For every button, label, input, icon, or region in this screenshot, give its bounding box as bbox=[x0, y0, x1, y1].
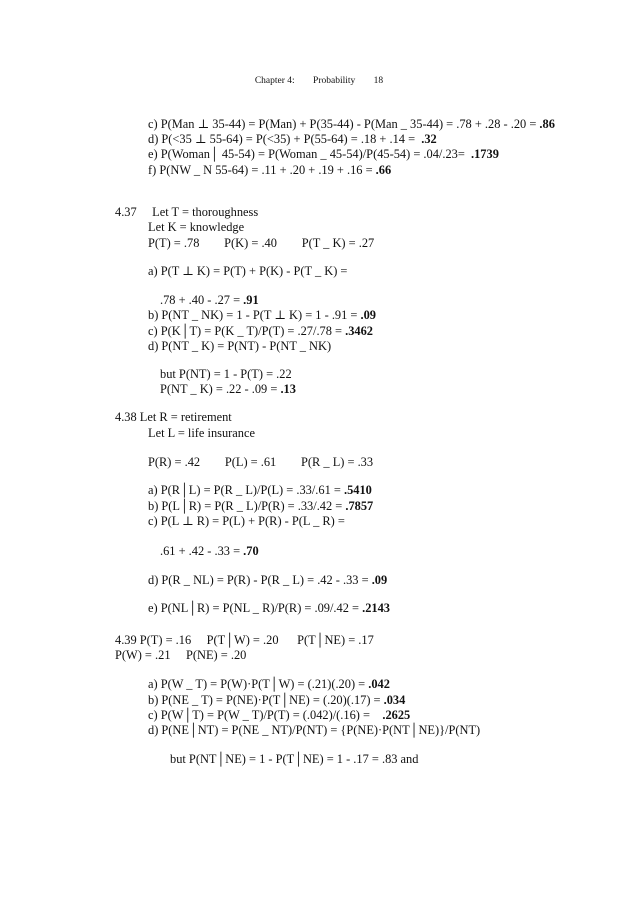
solution-line: f) P(NW _ N 55-64) = .11 + .20 + .19 + .16 = .66 bbox=[148, 163, 392, 177]
solution-line: b) P(NT _ NK) = 1 - P(T ⊥ K) = 1 - .91 = .09 bbox=[148, 308, 376, 322]
header-title: Probability bbox=[313, 76, 356, 86]
solution-line: d) P(NT _ K) = P(NT) - P(NT _ NK) bbox=[148, 339, 332, 353]
solution-line: but P(NT│NE) = 1 - P(T│NE) = 1 - .17 = .83 and bbox=[170, 752, 419, 766]
problem-heading: 4.39 P(T) = .16 P(T│W) = .20 P(T│NE) = .17 bbox=[115, 633, 374, 647]
answer: .09 bbox=[371, 573, 388, 587]
solution-line: Let L = life insurance bbox=[148, 426, 255, 440]
answer: .5410 bbox=[343, 483, 372, 497]
answer: .13 bbox=[280, 382, 296, 396]
solution-line: c) P(L ⊥ R) = P(L) + P(R) - P(L _ R) = bbox=[148, 514, 345, 528]
answer: .09 bbox=[360, 308, 376, 322]
solution-line: P(NT _ K) = .22 - .09 = .13 bbox=[160, 382, 296, 396]
solution-line: d) P(<35 ⊥ 55-64) = P(<35) + P(55-64) = .18 + .14 = .32 bbox=[148, 132, 437, 146]
solution-line: .61 + .42 - .33 = .70 bbox=[160, 544, 259, 558]
answer: .70 bbox=[243, 544, 259, 558]
answer: .91 bbox=[243, 293, 259, 307]
solution-line: a) P(W _ T) = P(W)·P(T│W) = (.21)(.20) = .042 bbox=[148, 677, 390, 691]
answer: .2143 bbox=[362, 601, 390, 615]
solution-line: d) P(NE│NT) = P(NE _ NT)/P(NT) = {P(NE)·P(NT│NE)}/P(NT) bbox=[148, 723, 481, 737]
solution-line: d) P(R _ NL) = P(R) - P(R _ L) = .42 - .33 = .09 bbox=[148, 573, 388, 587]
solution-line: P(W) = .21 P(NE) = .20 bbox=[115, 648, 247, 662]
solution-line: a) P(T ⊥ K) = P(T) + P(K) - P(T _ K) = bbox=[148, 264, 348, 278]
solution-line: .78 + .40 - .27 = .91 bbox=[160, 293, 259, 307]
header-page-number: 18 bbox=[373, 76, 384, 86]
solution-line: e) P(NL│R) = P(NL _ R)/P(R) = .09/.42 = .2143 bbox=[148, 601, 390, 615]
header-chapter: Chapter 4: bbox=[254, 76, 295, 86]
answer: .2625 bbox=[382, 708, 411, 722]
answer: .042 bbox=[368, 677, 390, 691]
answer: .86 bbox=[539, 117, 555, 131]
answer: .32 bbox=[421, 132, 437, 146]
problem-heading: 4.37 Let T = thoroughness bbox=[115, 205, 259, 219]
solution-line: b) P(L│R) = P(R _ L)/P(R) = .33/.42 = .7857 bbox=[148, 499, 374, 513]
solution-line: P(T) = .78 P(K) = .40 P(T _ K) = .27 bbox=[148, 236, 375, 250]
problem-heading: 4.38 Let R = retirement bbox=[115, 410, 232, 424]
solution-line: c) P(Man ⊥ 35-44) = P(Man) + P(35-44) - P(Man _ 35-44) = .78 + .28 - .20 = .86 bbox=[148, 117, 555, 131]
solution-line: P(R) = .42 P(L) = .61 P(R _ L) = .33 bbox=[148, 455, 374, 469]
answer: .7857 bbox=[345, 499, 374, 513]
answer: .66 bbox=[375, 163, 392, 177]
solution-line: c) P(W│T) = P(W _ T)/P(T) = (.042)/(.16) = .2625 bbox=[148, 708, 411, 722]
answer: .034 bbox=[383, 693, 406, 707]
running-header bbox=[0, 76, 638, 86]
solution-line: but P(NT) = 1 - P(T) = .22 bbox=[160, 367, 292, 381]
solution-line: b) P(NE _ T) = P(NE)·P(T│NE) = (.20)(.17) = .034 bbox=[148, 693, 406, 707]
solution-line: c) P(K│T) = P(K _ T)/P(T) = .27/.78 = .3462 bbox=[148, 324, 374, 338]
solution-line: a) P(R│L) = P(R _ L)/P(L) = .33/.61 = .5410 bbox=[148, 483, 372, 497]
solution-line: Let K = knowledge bbox=[148, 220, 245, 234]
answer: .3462 bbox=[345, 324, 374, 338]
solution-line: e) P(Woman│ 45-54) = P(Woman _ 45-54)/P(45-54) = .04/.23= .1739 bbox=[148, 147, 499, 161]
answer: .1739 bbox=[471, 147, 499, 161]
